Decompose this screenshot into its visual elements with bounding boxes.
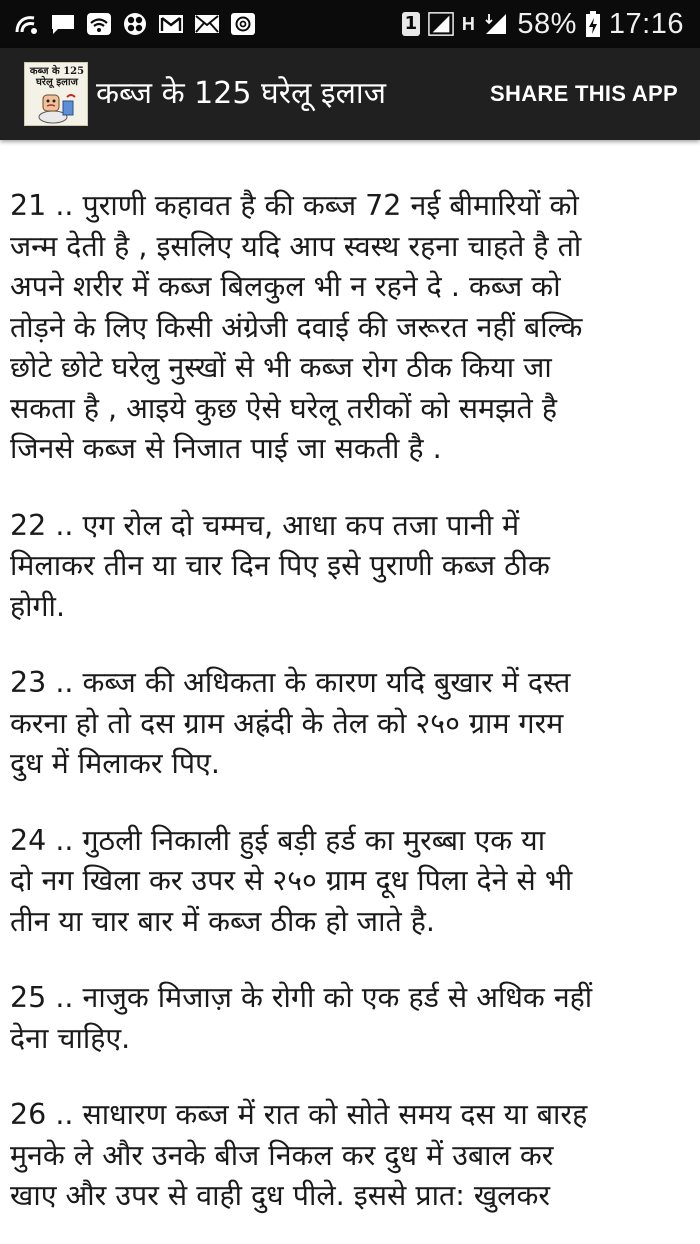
- remedy-text-line: देना चाहिए.: [10, 1021, 131, 1055]
- remedy-paragraph: [10, 1095, 692, 1217]
- remedy-text-line: मिलाकर तीन या चार दिन पिए इसे पुराणी कब्ज ठीक: [10, 549, 550, 582]
- remedy-text-line: सकता है , आइये कुछ ऐसे घरेलू तरीकों को समझते है: [10, 391, 557, 425]
- remedy-text-line: 23 .. कब्ज की अधिकता के कारण यदि बुखार में दस्त: [10, 666, 571, 699]
- notification-icons: [14, 8, 256, 40]
- remedy-text-line: तीन या चार बार में कब्ज ठीक हो जाते है.: [10, 904, 435, 938]
- mail-icon: [194, 12, 220, 36]
- app-logo-line2: घरेलू इलाज: [36, 77, 78, 88]
- remedy-text-line: 26 .. साधारण कब्ज में रात को सोते समय दस या बारह: [10, 1098, 588, 1131]
- network-type: H: [461, 13, 476, 34]
- wifi-icon: [86, 12, 112, 36]
- remedy-text-line: अपने शरीर में कब्ज बिलकुल भी न रहने दे . कब्ज को: [10, 270, 561, 303]
- remedy-paragraph: [10, 663, 692, 785]
- remedy-text-line: दो नग खिला कर उपर से २५० ग्राम दूध पिला देने से भी: [10, 864, 573, 897]
- remedy-text-line: 22 .. एग रोल दो चम्मच, आधा कप तजा पानी में: [10, 508, 520, 542]
- app-logo-line1: कब्ज के 125: [29, 66, 85, 77]
- gmail-icon: [158, 12, 184, 36]
- signal-sim1-icon: [428, 12, 454, 36]
- remedy-text-line: 25 .. नाजुक मिजाज़ के रोगी को एक हर्ड से अधिक नहीं: [10, 981, 593, 1014]
- remedy-text-line: जिनसे कब्ज से निजात पाई जा सकती है .: [10, 432, 442, 465]
- share-app-button[interactable]: SHARE THIS APP: [490, 81, 678, 106]
- remedy-text-line: 21 .. पुराणी कहावत है की कब्ज 72 नई बीमारियों को: [10, 189, 579, 222]
- remedy-paragraph: [10, 506, 692, 628]
- status-bar: [0, 0, 700, 48]
- remedy-text-line: जन्म देती है , इसलिए यदि आप स्वस्थ रहना चाहते है तो: [10, 229, 582, 263]
- battery-icon: [585, 12, 601, 36]
- email-at-icon: [230, 12, 256, 36]
- stats-swirl-icon: [14, 12, 40, 36]
- chat-icon: [50, 12, 76, 36]
- app-title: कब्ज के 125 घरेलू इलाज: [96, 76, 386, 111]
- battery-percent: 58%: [517, 7, 577, 40]
- clock: 17:16: [608, 7, 684, 40]
- remedy-text-line: होगी.: [10, 589, 66, 623]
- system-status: [402, 6, 684, 42]
- remedy-text-line: करना हो तो दस ग्राम अह्रंदी के तेल को २५० ग्राम गरम: [10, 706, 564, 740]
- app-bar: [0, 48, 700, 140]
- remedy-text-line: 24 .. गुठली निकाली हुई बड़ी हर्ड का मुरब्बा एक या: [10, 823, 546, 857]
- app-logo-text: [25, 66, 88, 88]
- remedy-text-line: खाए और उपर से वाही दुध पीले. इससे प्रात: खुलकर: [10, 1179, 551, 1212]
- signal-sim2-icon: [483, 12, 509, 36]
- remedy-text-line: दुध में मिलाकर पिए.: [10, 747, 220, 780]
- remedy-paragraph: [10, 186, 692, 470]
- fan-icon: [122, 12, 148, 36]
- remedy-text-line: तोड़ने के लिए किसी अंग्रेजी दवाई की जरूरत नहीं बल्कि: [10, 310, 583, 344]
- remedy-text-line: छोटे छोटे घरेलु नुस्खों से भी कब्ज रोग ठीक किया जा: [10, 351, 552, 384]
- article-scroll-view[interactable]: [0, 140, 700, 1244]
- remedy-paragraph: [10, 978, 692, 1059]
- app-logo: [24, 62, 88, 126]
- remedy-paragraph: [10, 821, 692, 943]
- toilet-cartoon-icon: [33, 91, 81, 125]
- remedy-text-line: मुनके ले और उनके बीज निकल कर दुध में उबाल कर: [10, 1138, 554, 1172]
- article-body: [0, 140, 700, 1217]
- sim-slot-badge: 1: [402, 12, 420, 36]
